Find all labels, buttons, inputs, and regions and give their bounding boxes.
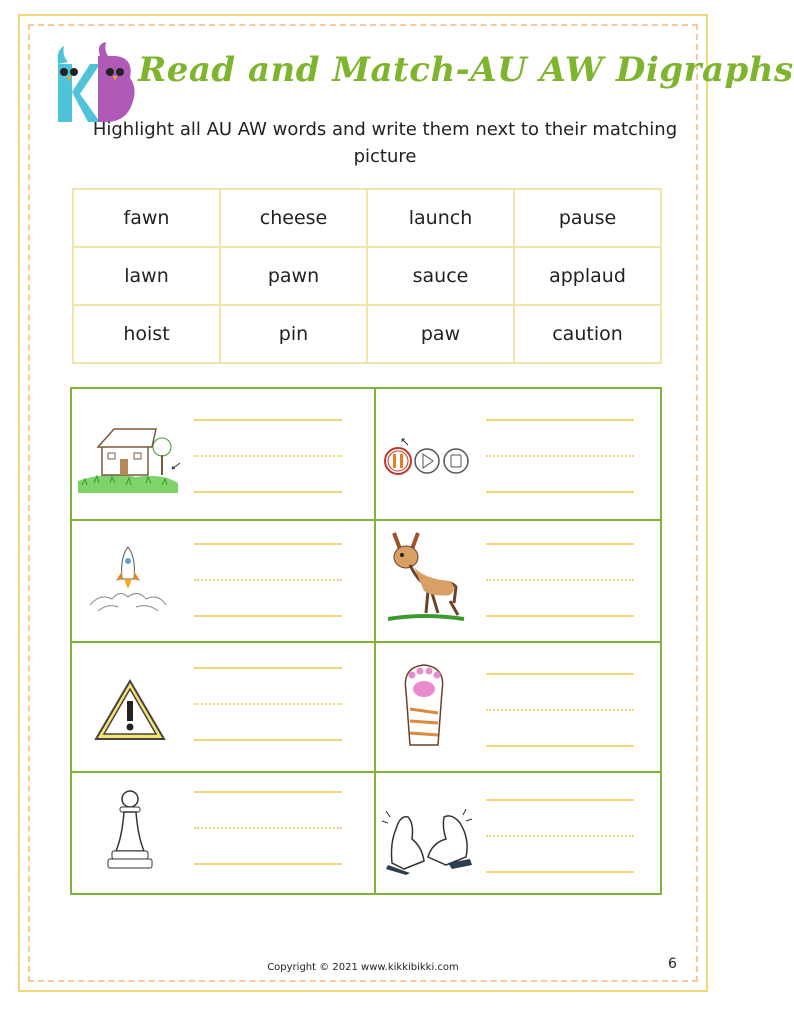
answer-line-bottom[interactable] — [486, 491, 634, 493]
word-cell[interactable]: fawn — [73, 189, 220, 247]
answer-line-mid[interactable] — [486, 709, 634, 711]
grid-divider — [72, 771, 660, 773]
word-cell[interactable]: caution — [514, 305, 661, 363]
answer-line-bottom[interactable] — [486, 745, 634, 747]
answer-line-bottom[interactable] — [194, 615, 342, 617]
word-bank-row — [73, 305, 661, 363]
word-cell[interactable]: applaud — [514, 247, 661, 305]
word-cell[interactable]: sauce — [367, 247, 514, 305]
page-number: 6 — [668, 956, 677, 972]
worksheet-title: Read and Match-AU AW Digraphs — [138, 50, 794, 90]
answer-line-bottom[interactable] — [194, 739, 342, 741]
answer-line-mid[interactable] — [486, 455, 634, 457]
answer-line-bottom[interactable] — [486, 615, 634, 617]
answer-line-mid[interactable] — [486, 835, 634, 837]
instructions: Highlight all AU AW words and write them next to their matching picture — [92, 119, 678, 167]
answer-line-mid[interactable] — [194, 827, 342, 829]
answer-line-bottom[interactable] — [194, 491, 342, 493]
answer-line-top[interactable] — [194, 791, 342, 793]
fawn-deer-icon — [384, 529, 468, 625]
grid-divider — [72, 641, 660, 643]
answer-line-bottom[interactable] — [194, 863, 342, 865]
applauding-hands-icon — [382, 803, 474, 875]
word-bank-table — [72, 188, 662, 364]
answer-line-top[interactable] — [194, 419, 342, 421]
answer-line-top[interactable] — [194, 543, 342, 545]
answer-line-top[interactable] — [486, 419, 634, 421]
answer-line-mid[interactable] — [194, 455, 342, 457]
answer-line-top[interactable] — [486, 799, 634, 801]
word-cell[interactable]: hoist — [73, 305, 220, 363]
word-cell[interactable]: cheese — [220, 189, 367, 247]
answer-line-top[interactable] — [486, 673, 634, 675]
chess-pawn-icon — [104, 787, 156, 873]
copyright-footer: Copyright © 2021 www.kikkibikki.com — [267, 962, 459, 973]
house-lawn-icon — [76, 419, 180, 495]
answer-line-bottom[interactable] — [486, 871, 634, 873]
word-cell[interactable]: pause — [514, 189, 661, 247]
word-cell[interactable]: pawn — [220, 247, 367, 305]
word-cell[interactable]: launch — [367, 189, 514, 247]
word-cell[interactable]: pin — [220, 305, 367, 363]
picture-match-grid — [70, 387, 662, 895]
rocket-launch-icon — [86, 545, 170, 617]
answer-line-top[interactable] — [486, 543, 634, 545]
word-cell[interactable]: paw — [367, 305, 514, 363]
caution-sign-icon — [92, 677, 168, 743]
word-bank-row — [73, 189, 661, 247]
word-cell[interactable]: lawn — [73, 247, 220, 305]
kikkibikki-logo — [50, 42, 140, 126]
paw-icon — [398, 661, 450, 751]
answer-line-mid[interactable] — [194, 579, 342, 581]
grid-divider — [72, 519, 660, 521]
word-bank-row — [73, 247, 661, 305]
pause-play-stop-buttons-icon — [380, 433, 476, 483]
answer-line-mid[interactable] — [194, 703, 342, 705]
answer-line-mid[interactable] — [486, 579, 634, 581]
answer-line-top[interactable] — [194, 667, 342, 669]
